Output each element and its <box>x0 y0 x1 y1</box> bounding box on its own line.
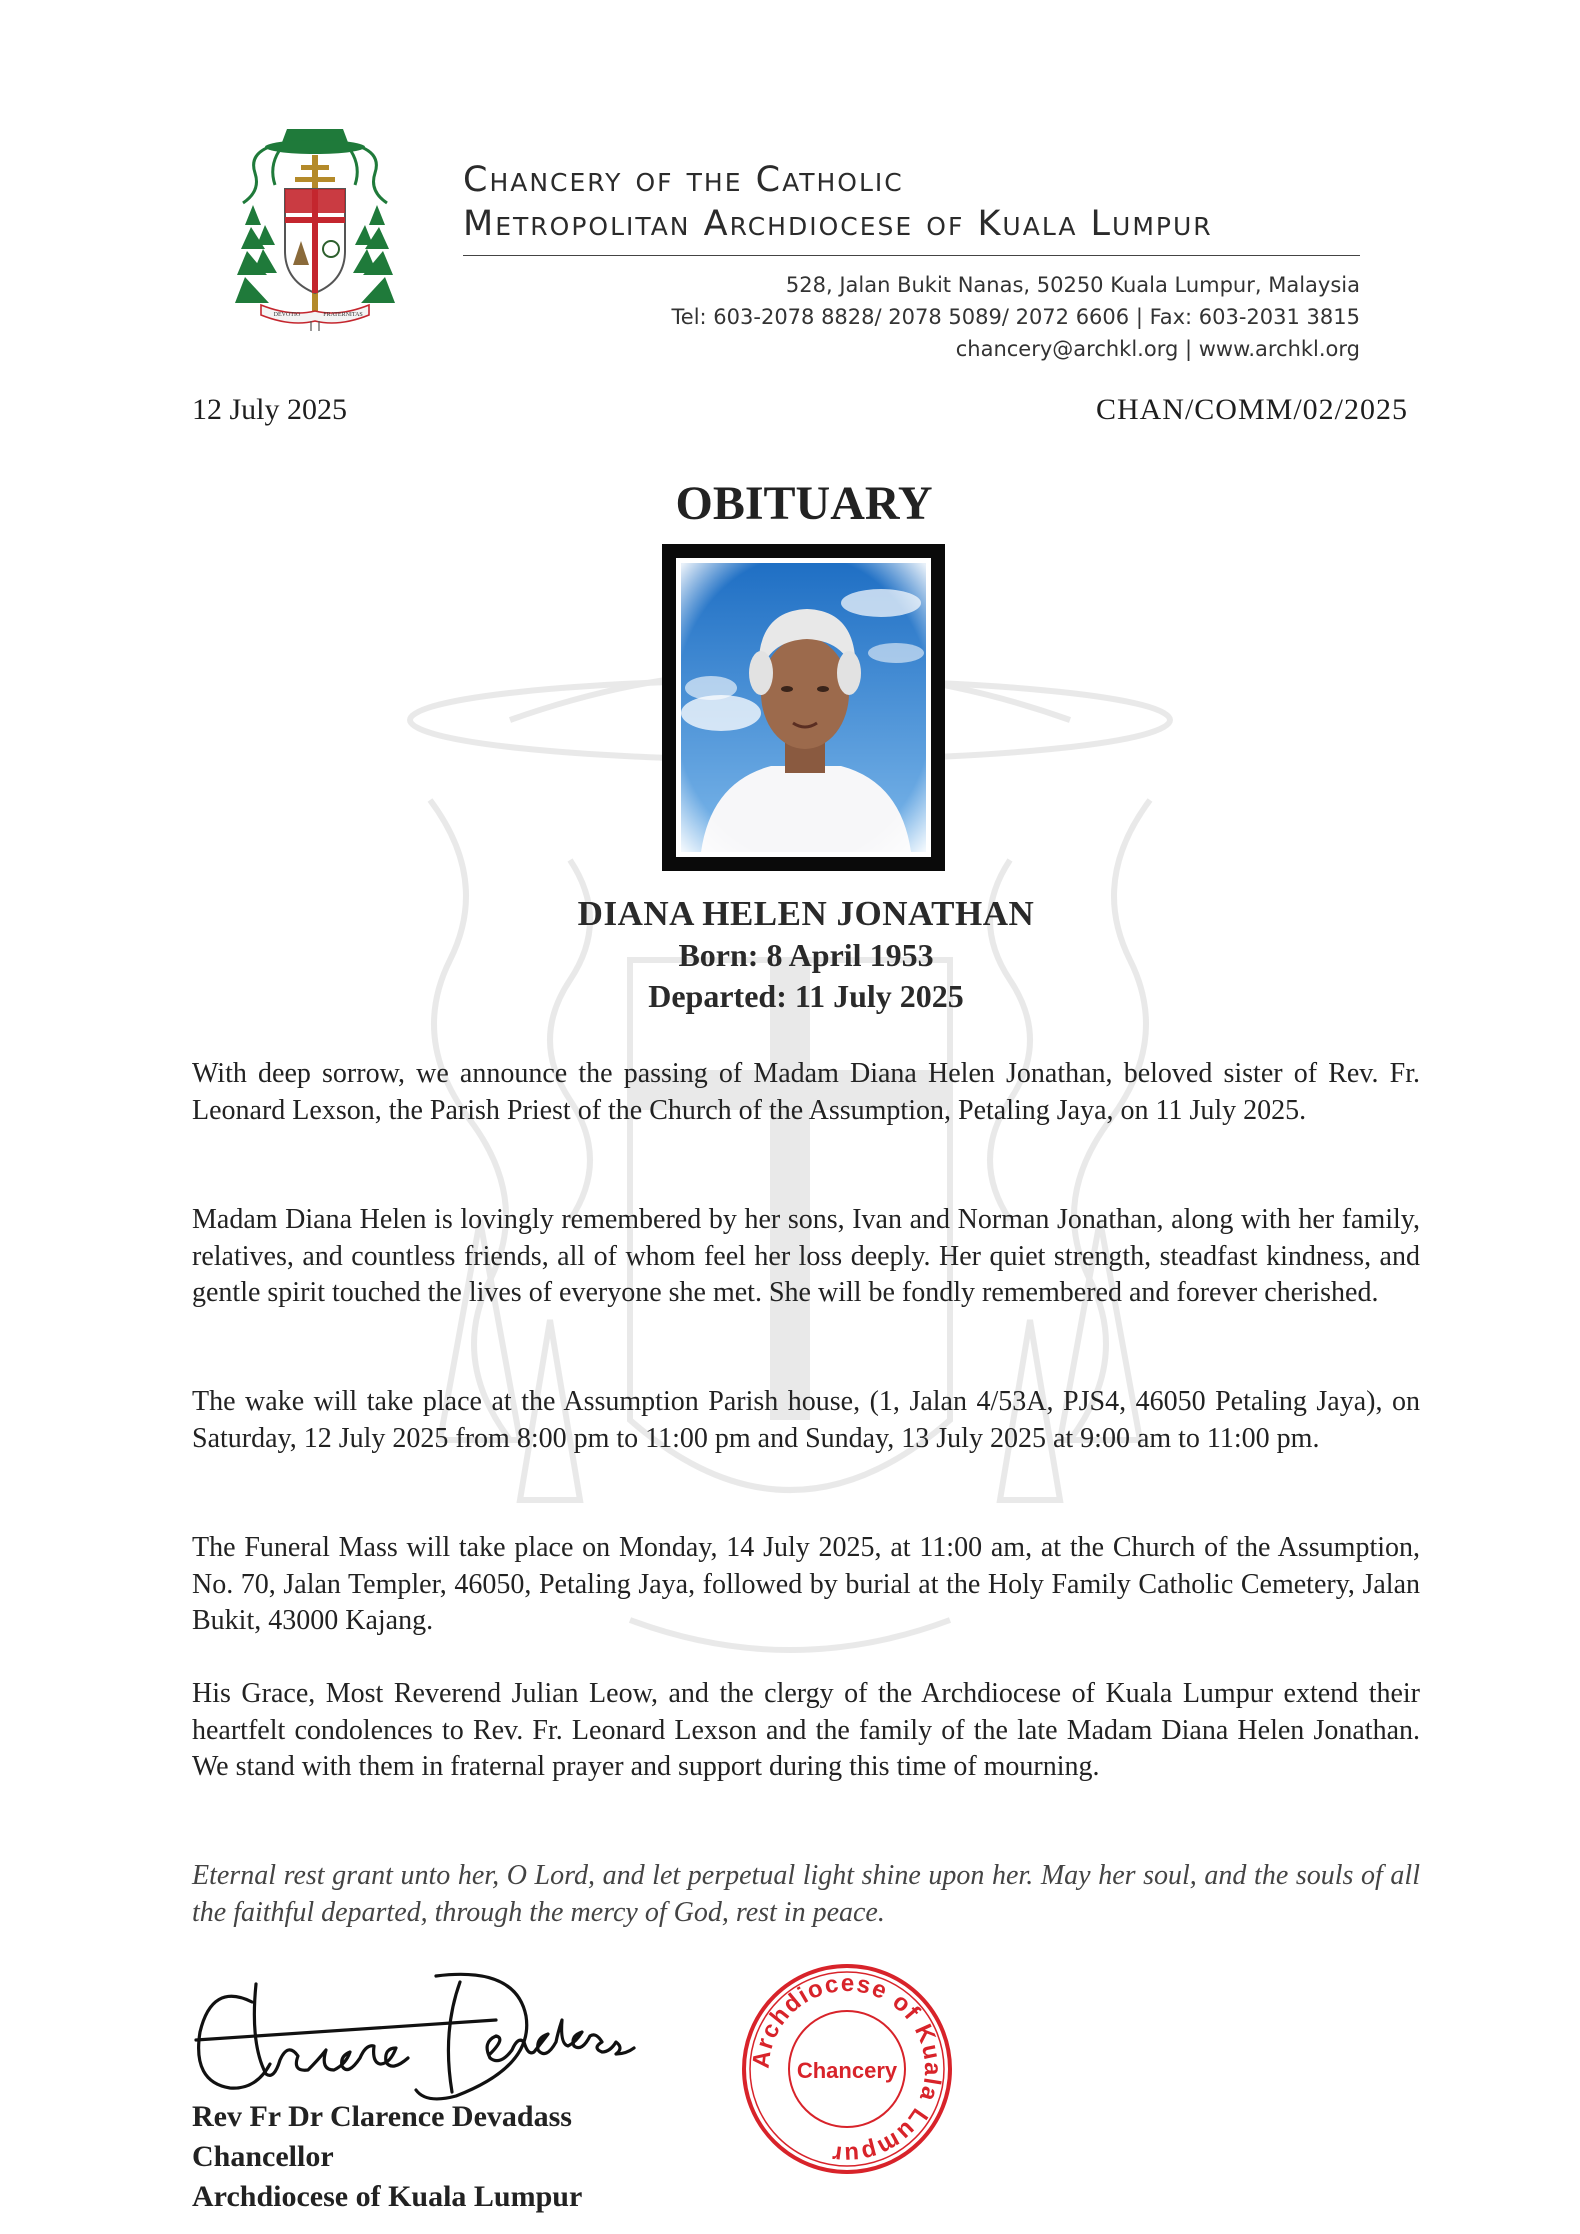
handwritten-signature <box>190 1962 700 2112</box>
letterhead-contact: chancery@archkl.org | www.archkl.org <box>955 337 1360 361</box>
prayer-paragraph: Eternal rest grant unto her, O Lord, and let perpetual light shine upon her. May her soul, and the souls of all the faithful departed, through the mercy of God, rest in peace. <box>192 1860 1420 1928</box>
remembrance-paragraph: Madam Diana Helen is lovingly remembered by her sons, Ivan and Norman Jonathan, along with her family, relatives, and countless friends, all of whom feel her loss deeply. Her quiet strength, steadfast kindness, and gentle spirit touched the lives of everyone she met. She will be fondly remembered and forever cherished. <box>192 1204 1420 1308</box>
letterhead-address: 528, Jalan Bukit Nanas, 50250 Kuala Lumpur, Malaysia <box>785 273 1360 297</box>
stamp-ring-text: Archdiocese of Kuala Lumpur <box>747 1969 947 2169</box>
chancery-stamp <box>738 1960 956 2178</box>
announcement-paragraph: With deep sorrow, we announce the passing of Madam Diana Helen Jonathan, beloved sister of Rev. Fr. Leonard Lexson, the Parish Priest of the Church of the Assumption, Petaling Jaya, on 11 July 2025. <box>192 1058 1420 1126</box>
crest-motto-left: DEVOTIO <box>273 312 301 318</box>
funeral-mass-paragraph: The Funeral Mass will take place on Monday, 14 July 2025, at 11:00 am, at the Church of the Assumption, No. 70, Jalan Templer, 46050, Petaling Jaya, followed by burial at the Holy Family Catholic Cemetery, Jalan Bukit, 43000 Kajang. <box>192 1532 1420 1636</box>
letterhead-phone: Tel: 603-2078 8828/ 2078 5089/ 2072 6606 | Fax: 603-2031 3815 <box>671 305 1360 329</box>
signer-position: Chancellor <box>192 2140 334 2173</box>
portrait-photo <box>681 563 926 852</box>
wake-details-paragraph: The wake will take place at the Assumption Parish house, (1, Jalan 4/53A, PJS4, 46050 Petaling Jaya), on Saturday, 12 July 2025 from 8:00 pm to 11:00 pm and Sunday, 13 July 2025 at 9:00 am to 11:00 pm. <box>192 1386 1420 1454</box>
condolences-paragraph: His Grace, Most Reverend Julian Leow, and the clergy of the Archdiocese of Kuala Lumpur extend their heartfelt condolences to Rev. Fr. Leonard Lexson and the family of the late Madam Diana Helen Jonathan. We stand with them in fraternal prayer and support during this time of mourning. <box>192 1678 1420 1782</box>
stamp-center-text: Chancery <box>796 2058 898 2083</box>
letter-reference: CHAN/COMM/02/2025 <box>1095 393 1408 426</box>
letterhead-org-line1: Chancery of the Catholic <box>463 160 904 200</box>
crest-motto-right: FRATERNITAS <box>323 312 363 318</box>
signer-organization: Archdiocese of Kuala Lumpur <box>192 2180 583 2213</box>
letterhead-org-line2: Metropolitan Archdiocese of Kuala Lumpur <box>463 204 1213 244</box>
departure-date: Departed: 11 July 2025 <box>648 978 964 1014</box>
birth-date: Born: 8 April 1953 <box>678 937 934 973</box>
deceased-name: DIANA HELEN JONATHAN <box>577 894 1035 933</box>
signer-name: Rev Fr Dr Clarence Devadass <box>192 2100 572 2133</box>
archdiocese-crest-icon <box>235 125 395 335</box>
page-title: OBITUARY <box>675 477 933 530</box>
letterhead-divider <box>463 255 1360 256</box>
letter-date: 12 July 2025 <box>192 393 348 426</box>
